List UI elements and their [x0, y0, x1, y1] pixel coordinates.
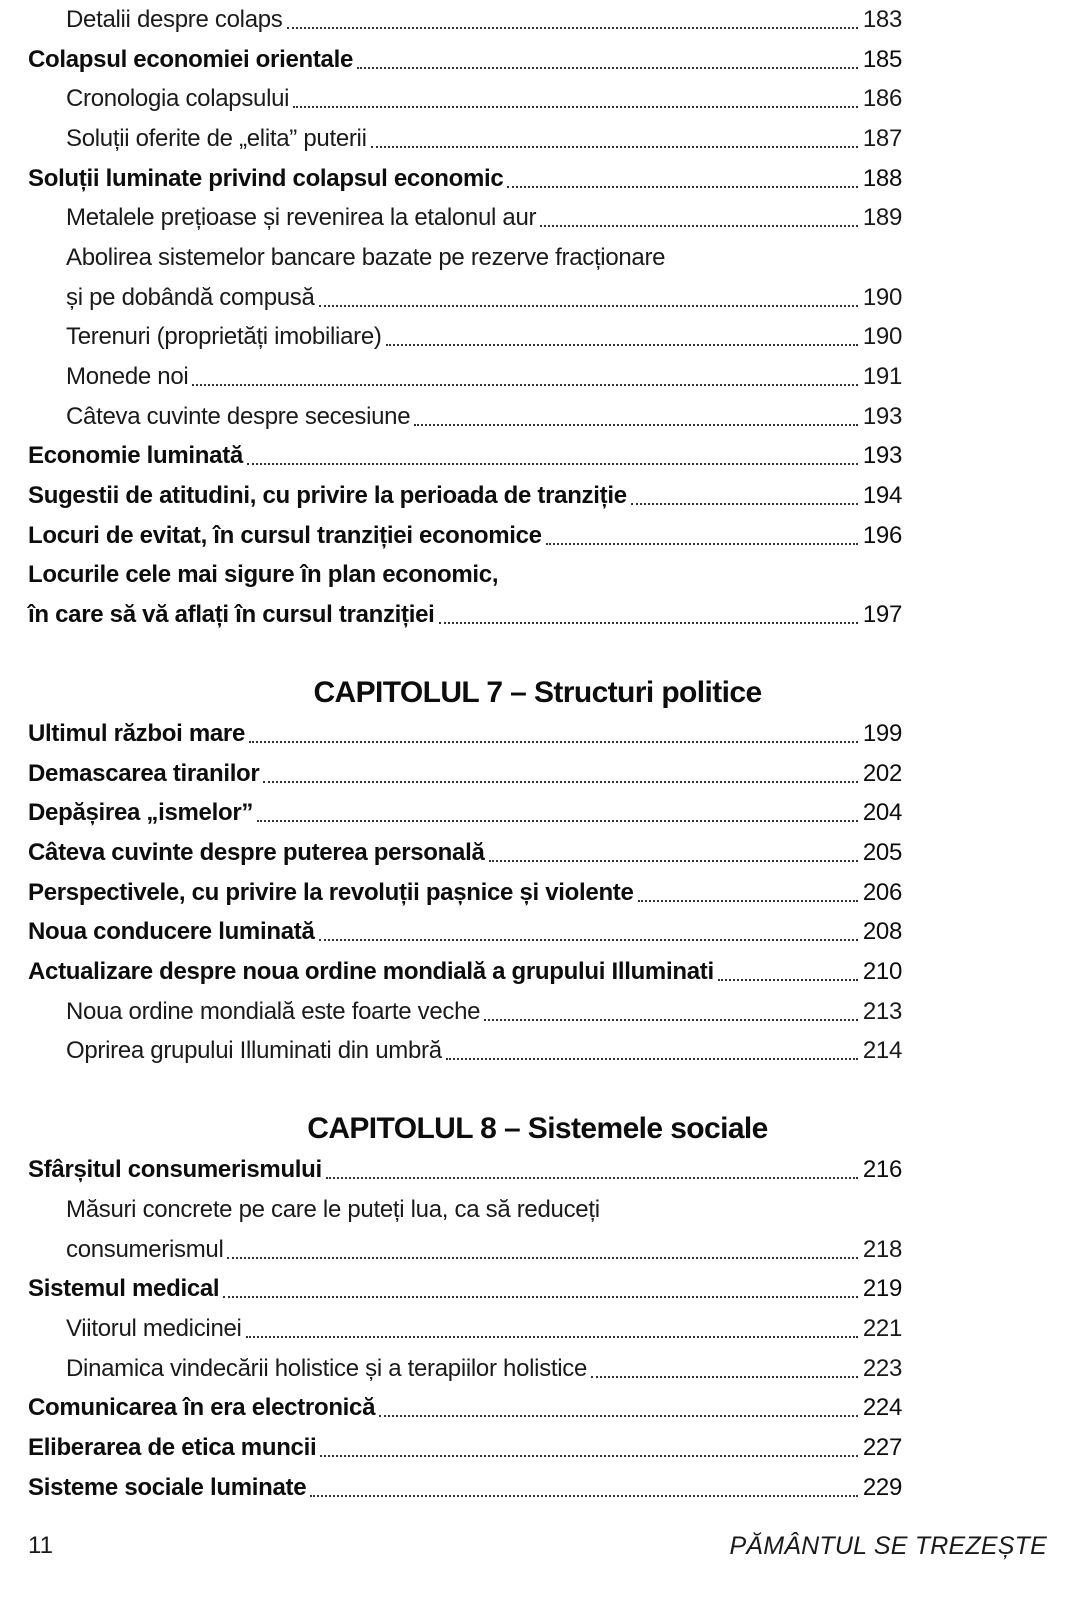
toc-entry-title: Locurile cele mai sigure în plan economic,: [28, 561, 499, 588]
toc-entry[interactable]: [66, 357, 902, 397]
dot-leader: [591, 1349, 858, 1389]
toc-entry-title: Eliberarea de etica muncii: [28, 1434, 317, 1461]
toc-entry-title: Terenuri (proprietăți imobiliare): [66, 323, 382, 350]
toc-entry-title: Abolirea sistemelor bancare bazate pe rezerve fracționare: [66, 244, 666, 271]
dot-leader: [319, 912, 859, 952]
toc-entry[interactable]: [28, 476, 902, 516]
toc-entry-page: 213: [862, 998, 902, 1025]
toc-entry-page: 204: [862, 799, 902, 826]
dot-leader: [257, 793, 858, 833]
dot-leader: [638, 873, 858, 913]
toc-entry-page: 190: [862, 284, 902, 311]
toc-entry-page: 188: [862, 165, 902, 192]
toc-entry-page: 218: [862, 1236, 902, 1263]
dot-leader: [326, 1150, 858, 1190]
toc-entry[interactable]: [66, 238, 902, 278]
toc-entry-page: 227: [862, 1434, 902, 1461]
dot-leader: [379, 1388, 858, 1428]
dot-leader: [223, 1269, 858, 1309]
toc-entry-page: 199: [862, 720, 902, 747]
toc-entry-page: 196: [862, 522, 902, 549]
toc-entry-page: 208: [862, 918, 902, 945]
toc-entry-page: 214: [862, 1037, 902, 1064]
toc-entry[interactable]: [28, 1269, 902, 1309]
toc-entry-title: Câteva cuvinte despre secesiune: [66, 403, 411, 430]
dot-leader: [446, 1031, 858, 1071]
toc-entry[interactable]: [66, 1230, 902, 1270]
toc-entry-page: 191: [862, 363, 902, 390]
toc-entry-page: 224: [862, 1394, 902, 1421]
toc-entry-title: Depășirea „ismelor”: [28, 799, 254, 826]
toc-entry[interactable]: [28, 595, 902, 635]
toc-entry-page: 202: [862, 760, 902, 787]
dot-leader: [192, 357, 858, 397]
toc-entry-title: Metalele prețioase și revenirea la etalonul aur: [66, 204, 537, 231]
toc-entry-page: 229: [862, 1474, 902, 1501]
toc-entry[interactable]: [66, 992, 902, 1032]
dot-leader: [287, 0, 859, 40]
dot-leader: [386, 317, 858, 357]
dot-leader: [246, 1309, 858, 1349]
toc-entry-title: Locuri de evitat, în cursul tranziției economice: [28, 522, 542, 549]
footer-book-title: PĂMÂNTUL SE TREZEȘTE: [729, 1532, 1047, 1560]
toc-entry[interactable]: [66, 119, 902, 159]
toc-entry-title: Detalii despre colaps: [66, 6, 283, 33]
toc-entry-title: Ultimul război mare: [28, 720, 246, 747]
dot-leader: [414, 397, 858, 437]
toc-entry-title: Demascarea tiranilor: [28, 760, 260, 787]
toc-entry-title: Soluții oferite de „elita” puterii: [66, 125, 367, 152]
toc-entry[interactable]: [28, 754, 902, 794]
toc-entry-title: Noua ordine mondială este foarte veche: [66, 998, 481, 1025]
toc-entry[interactable]: [28, 1428, 902, 1468]
toc-entry-title: consumerismul: [66, 1236, 224, 1263]
toc-entry-page: 190: [862, 323, 902, 350]
toc-entry-page: 193: [862, 442, 902, 469]
toc-entry[interactable]: [28, 912, 902, 952]
chapter-7-heading: CAPITOLUL 7 – Structuri politice: [313, 676, 762, 709]
toc-entry-title: Soluții luminate privind colapsul economic: [28, 165, 504, 192]
toc-entry-title: Comunicarea în era electronică: [28, 1394, 376, 1421]
dot-leader: [249, 714, 858, 754]
toc-entry[interactable]: [28, 833, 902, 873]
toc-entry[interactable]: [28, 1388, 902, 1428]
toc-entry[interactable]: [66, 1309, 902, 1349]
toc-entry-title: Sugestii de atitudini, cu privire la perioada de tranziție: [28, 482, 627, 509]
toc-entry-title: Viitorul medicinei: [66, 1315, 242, 1342]
toc-entry[interactable]: [66, 198, 902, 238]
toc-entry-page: 223: [862, 1355, 902, 1382]
toc-entry[interactable]: [66, 1031, 902, 1071]
toc-entry-page: 210: [862, 958, 902, 985]
toc-entry[interactable]: [66, 0, 902, 40]
toc-entry[interactable]: [66, 397, 902, 437]
toc-entry-title: Noua conducere luminată: [28, 918, 315, 945]
toc-entry-page: 189: [862, 204, 902, 231]
toc-entry[interactable]: [28, 436, 902, 476]
toc-entry[interactable]: [66, 79, 902, 119]
toc-entry-title: Dinamica vindecării holistice și a terapiilor holistice: [66, 1355, 588, 1382]
toc-entry-title: Cronologia colapsului: [66, 85, 290, 112]
dot-leader: [439, 595, 858, 635]
dot-leader: [310, 1468, 858, 1508]
toc-entry[interactable]: [28, 952, 902, 992]
toc-entry-page: 216: [862, 1156, 902, 1183]
dot-leader: [263, 754, 858, 794]
dot-leader: [540, 198, 858, 238]
toc-entry-title: Sisteme sociale luminate: [28, 1474, 307, 1501]
dot-leader: [320, 1428, 858, 1468]
toc-entry-page: 221: [862, 1315, 902, 1342]
dot-leader: [371, 119, 858, 159]
toc-entry-title: Oprirea grupului Illuminati din umbră: [66, 1037, 442, 1064]
toc-entry-title: Economie luminată: [28, 442, 243, 469]
toc-entry[interactable]: [28, 1150, 902, 1190]
toc-entry[interactable]: [28, 1468, 902, 1508]
toc-entry-title: Perspectivele, cu privire la revoluții pașnice și violente: [28, 879, 634, 906]
toc-entry-page: 187: [862, 125, 902, 152]
toc-entry-title: Actualizare despre noua ordine mondială a grupului Illuminati: [28, 958, 714, 985]
toc-entry-title: Măsuri concrete pe care le puteți lua, ca să reduceți: [66, 1196, 600, 1223]
dot-leader: [247, 436, 858, 476]
dot-leader: [489, 833, 859, 873]
toc-entry-title: Sistemul medical: [28, 1275, 220, 1302]
footer-page-number: 11: [28, 1532, 53, 1559]
dot-leader: [718, 952, 858, 992]
dot-leader: [319, 278, 858, 318]
toc-entry-title: Monede noi: [66, 363, 189, 390]
toc-entry[interactable]: [28, 555, 902, 595]
dot-leader: [227, 1230, 858, 1270]
toc-entry[interactable]: [66, 317, 902, 357]
dot-leader: [484, 992, 858, 1032]
toc-entry[interactable]: [28, 516, 902, 556]
toc-entry[interactable]: [66, 1190, 902, 1230]
toc-entry-page: 219: [862, 1275, 902, 1302]
toc-entry[interactable]: [28, 873, 902, 913]
toc-entry-page: 185: [862, 46, 902, 73]
dot-leader: [507, 159, 858, 199]
toc-entry[interactable]: [66, 278, 902, 318]
toc-entry-title: Sfârșitul consumerismului: [28, 1156, 322, 1183]
chapter-8-heading: CAPITOLUL 8 – Sistemele sociale: [307, 1112, 768, 1145]
toc-entry-page: 183: [862, 6, 902, 33]
toc-entry-page: 206: [862, 879, 902, 906]
toc-entry-page: 194: [862, 482, 902, 509]
toc-entry-page: 205: [862, 839, 902, 866]
toc-entry-title: Câteva cuvinte despre puterea personală: [28, 839, 485, 866]
dot-leader: [546, 516, 858, 556]
dot-leader: [357, 40, 858, 80]
toc-entry-page: 186: [862, 85, 902, 112]
toc-entry-title: Colapsul economiei orientale: [28, 46, 354, 73]
toc-entry-title: și pe dobândă compusă: [66, 284, 315, 311]
toc-entry[interactable]: [28, 714, 902, 754]
toc-entry-title: în care să vă aflați în cursul tranziției: [28, 601, 435, 628]
dot-leader: [631, 476, 858, 516]
toc-entry[interactable]: [28, 159, 902, 199]
toc-entry[interactable]: [28, 40, 902, 80]
toc-entry[interactable]: [28, 793, 902, 833]
dot-leader: [293, 79, 858, 119]
toc-entry-page: 197: [862, 601, 902, 628]
toc-entry-page: 193: [862, 403, 902, 430]
toc-entry[interactable]: [66, 1349, 902, 1389]
